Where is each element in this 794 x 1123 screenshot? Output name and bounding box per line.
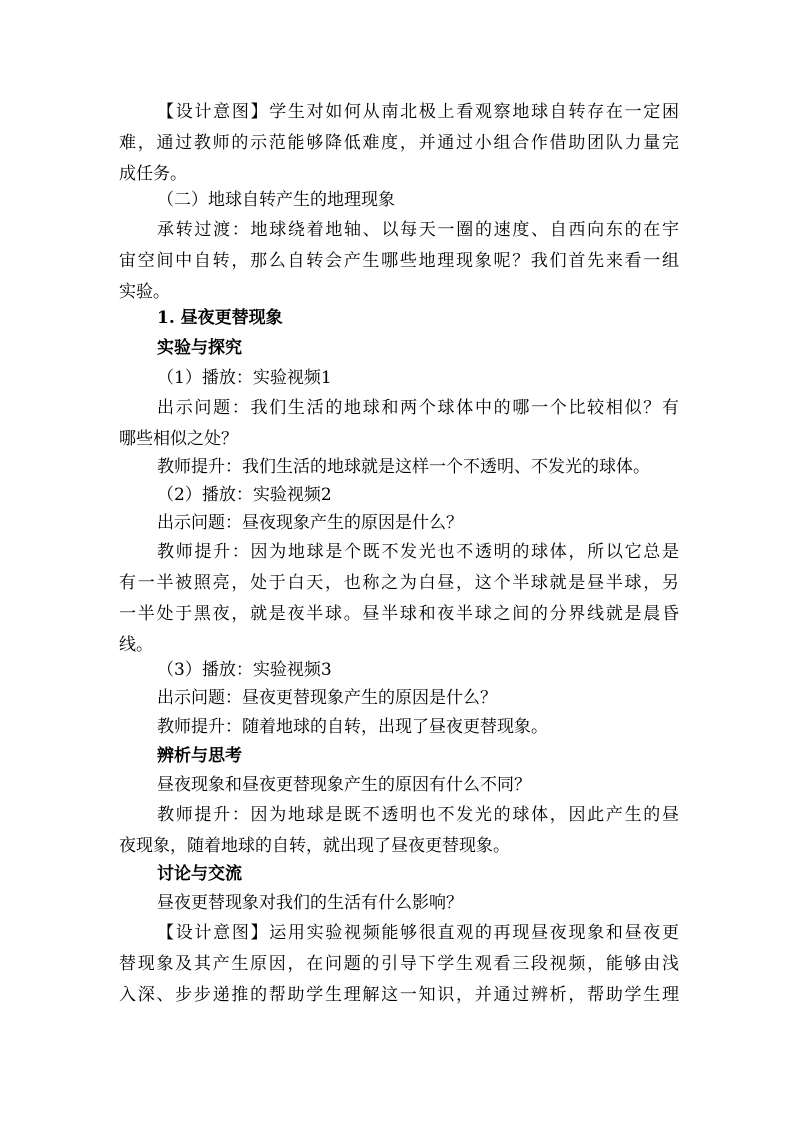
play-video-1 — [119, 363, 679, 394]
text-line: 出示问题：昼夜现象产生的原因是什么？ — [157, 513, 463, 533]
text-line: 教师提升：我们生活的地球就是这样一个不透明、不发光的球体。 — [157, 457, 650, 477]
text-line: 教师提升：因为地球是既不透明也不发光的球体，因此产生的昼 — [157, 805, 679, 825]
heading-text: 辨析与思考 — [157, 746, 242, 766]
heading-text: 讨论与交流 — [157, 864, 242, 884]
text-line: 出示问题：我们生活的地球和两个球体中的哪一个比较相似？有 — [157, 398, 679, 418]
text-line: 教师提升：随着地球的自转，出现了昼夜更替现象。 — [157, 717, 548, 737]
section-heading-2 — [119, 185, 679, 216]
text-line: 夜现象，随着地球的自转，就出现了昼夜更替现象。 — [119, 836, 510, 856]
analysis-heading — [119, 741, 679, 772]
text-line: 承转过渡：地球绕着地轴、以每天一圈的速度、自西向东的在宇 — [157, 220, 679, 240]
heading-text: 实验与探究 — [157, 338, 242, 358]
subsection-heading-1 — [119, 303, 679, 334]
teacher-summary-3 — [119, 712, 679, 743]
question-3 — [119, 683, 679, 714]
analysis-question — [119, 770, 679, 801]
transition-paragraph — [119, 215, 679, 308]
text-line: 昼夜更替现象对我们的生活有什么影响？ — [157, 893, 463, 913]
design-intent-paragraph-2 — [119, 918, 679, 1011]
heading-text: 1. 昼夜更替现象 — [157, 308, 283, 328]
text-line: 宙空间中自转，那么自转会产生哪些地理现象呢？我们首先来看一组 — [119, 251, 679, 271]
teacher-summary-2 — [119, 537, 679, 661]
text-line: （2）播放：实验视频2 — [157, 485, 332, 505]
text-line: 实验。 — [119, 282, 170, 302]
question-2 — [119, 508, 679, 539]
text-line: 出示问题：昼夜更替现象产生的原因是什么？ — [157, 688, 497, 708]
text-line: 替现象及其产生原因，在问题的引导下学生观看三段视频，能够由浅 — [119, 954, 679, 974]
text-line: 难，通过教师的示范能够降低难度，并通过小组合作借助团队力量完 — [119, 133, 679, 153]
teacher-summary-1 — [119, 452, 679, 483]
question-1 — [119, 393, 679, 455]
text-line: （3）播放：实验视频3 — [157, 660, 332, 680]
text-line: 【设计意图】学生对如何从南北极上看观察地球自转存在一定困 — [157, 102, 679, 122]
text-line: 入深、步步递推的帮助学生理解这一知识，并通过辨析，帮助学生理 — [119, 985, 679, 1005]
text-line: 昼夜现象和昼夜更替现象产生的原因有什么不同？ — [157, 775, 531, 795]
play-video-2 — [119, 480, 679, 511]
text-line: 有一半被照亮，处于白天，也称之为白昼，这个半球就是昼半球，另 — [119, 573, 679, 593]
text-line: （1）播放：实验视频1 — [157, 368, 332, 388]
text-line: 哪些相似之处？ — [119, 429, 238, 449]
discussion-heading — [119, 859, 679, 890]
teacher-summary-4 — [119, 800, 679, 862]
text-line: 线。 — [119, 635, 153, 655]
design-intent-paragraph-1 — [119, 97, 679, 190]
text-line: 一半处于黑夜，就是夜半球。昼半球和夜半球之间的分界线就是晨昏 — [119, 604, 679, 624]
text-line: 【设计意图】运用实验视频能够很直观的再现昼夜现象和昼夜更 — [157, 923, 679, 943]
play-video-3 — [119, 655, 679, 686]
text-line: 成任务。 — [119, 164, 187, 184]
text-line: 教师提升：因为地球是个既不发光也不透明的球体，所以它总是 — [157, 542, 679, 562]
experiment-heading — [119, 333, 679, 364]
heading-text: （二）地球自转产生的地理现象 — [157, 190, 395, 210]
discussion-question — [119, 888, 679, 919]
